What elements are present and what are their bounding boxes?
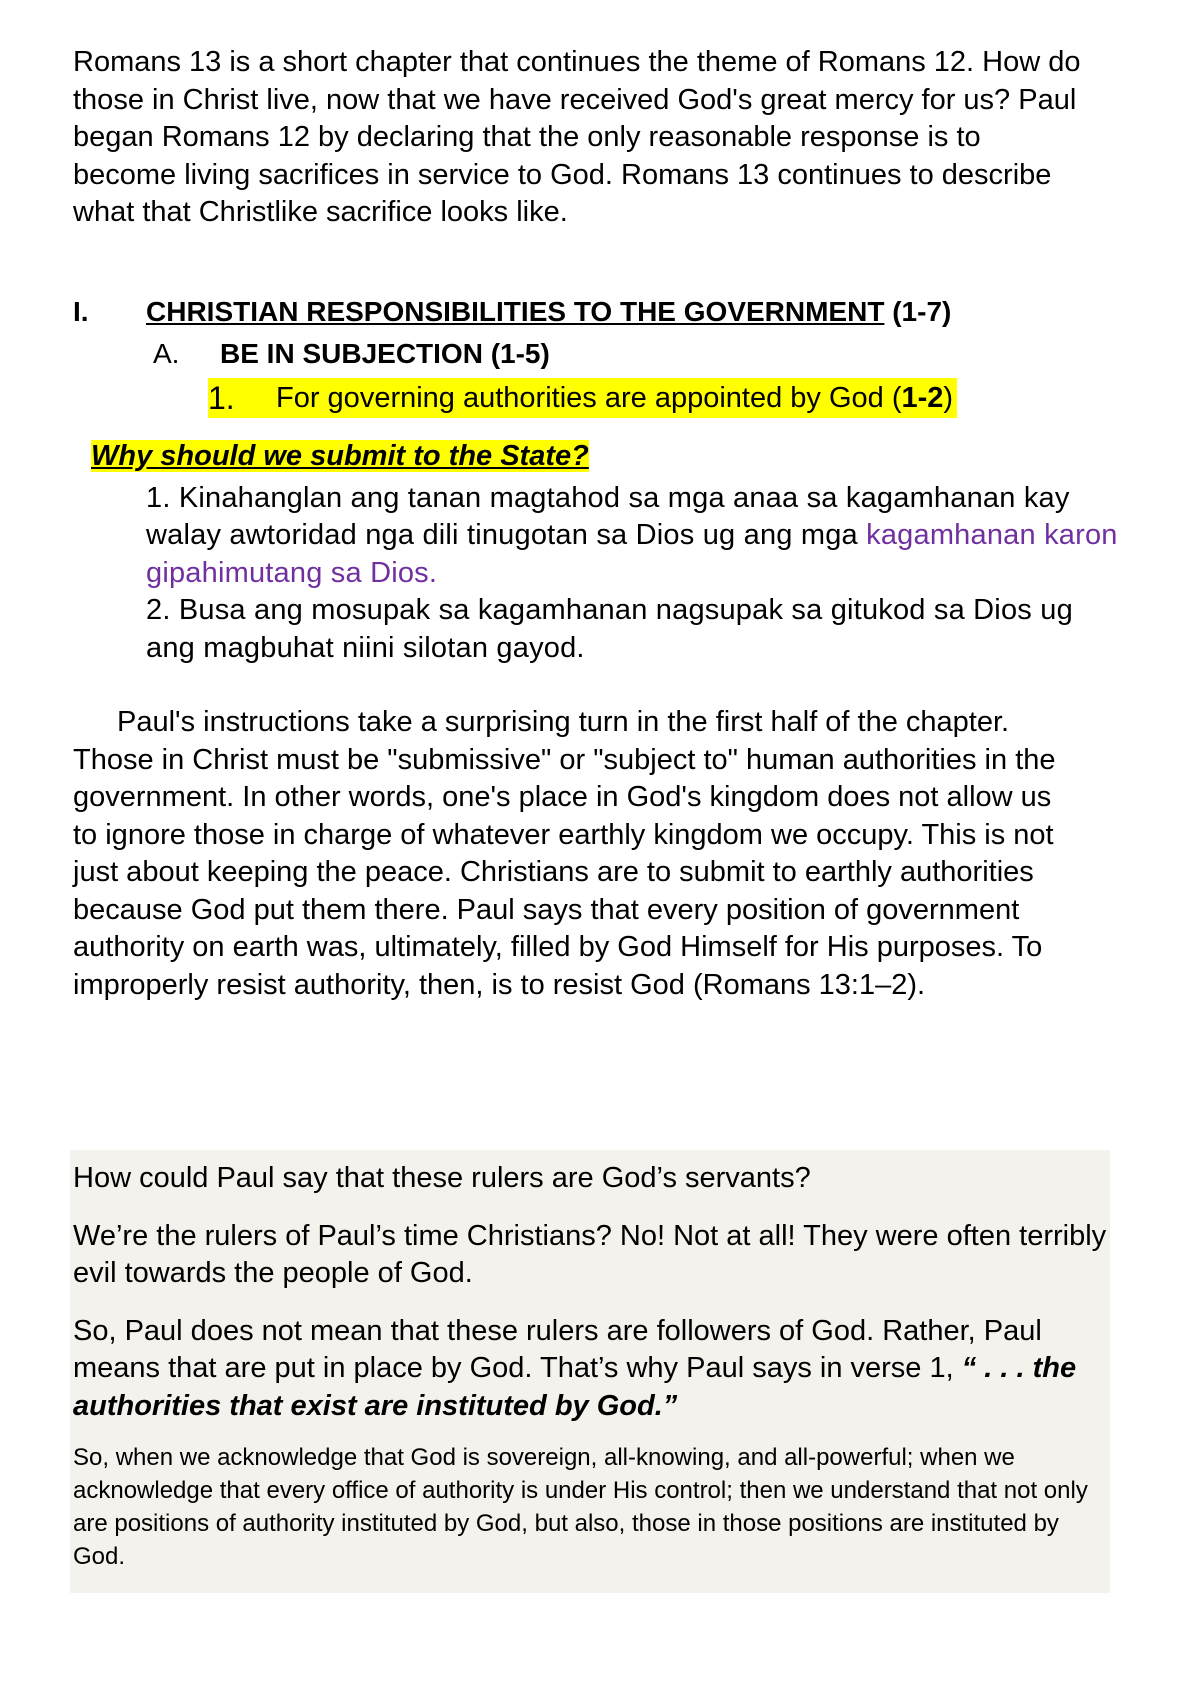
question-heading <box>91 436 1133 476</box>
outline-level-2-title: BE IN SUBJECTION (1-5) <box>220 337 550 369</box>
box-question-1: How could Paul say that these rulers are God’s servants? <box>73 1162 811 1194</box>
outline-level-1-heading <box>146 292 951 332</box>
box-paragraph-3-text: So, Paul does not mean that these rulers are followers of God. Rather, Paul means that are put in place by God. That’s why Paul says in verse 1, <box>73 1314 1042 1384</box>
outline-level-1 <box>73 292 1133 332</box>
outline-level-3-number: 1. <box>208 379 235 416</box>
outline-level-3-range: 1-2 <box>901 381 944 414</box>
intro-paragraph: Romans 13 is a short chapter that continues the theme of Romans 12. How do those in Christ live, now that we have received God's great mercy for us? Paul began Romans 12 by declaring that the only reasonable response is to become living sacrifices in service to God. Romans 13 continues to describe what that Christlike sacrifice looks like. <box>73 46 1081 228</box>
box-paragraph-2: We’re the rulers of Paul’s time Christians? No! Not at all! They were often terribly evil towards the people of God. <box>73 1219 1107 1289</box>
outline-level-3-text: For governing authorities are appointed by God ( <box>276 381 902 414</box>
outline-level-1-range: (1-7) <box>892 295 952 327</box>
document-page <box>73 44 1133 1004</box>
outline-level-3 <box>208 378 1133 420</box>
outline-level-3-text-wrap <box>276 378 953 418</box>
box-paragraph-4: So, when we acknowledge that God is sovereign, all-knowing, and all-powerful; when we acknowledge that every office of authority is under His control; then we understand that not only are positions of authority instituted by God, but also, those in those positions are instituted by God. <box>73 1444 1088 1570</box>
outline-level-1-title: CHRISTIAN RESPONSIBILITIES TO THE GOVERNMENT <box>146 295 885 327</box>
outline-level-3-close: ) <box>943 381 954 414</box>
outline-level-2-number: A. <box>153 337 180 369</box>
verse-1-purple-text: kagamhanan karon gipahimutang sa Dios. <box>146 519 1118 589</box>
outline-level-2 <box>153 334 1133 374</box>
outline-level-1-number: I. <box>73 295 89 327</box>
box-quote: “ . . . the authorities that exist are instituted by God.” <box>73 1352 1077 1422</box>
verses-block <box>146 480 1121 668</box>
verse-2: 2. Busa ang mosupak sa kagamhanan nagsupak sa gitukod sa Dios ug ang magbuhat niini silotan gayod. <box>146 594 1073 664</box>
shaded-commentary-box <box>70 1150 1110 1593</box>
highlighted-point <box>208 378 957 418</box>
verse-1 <box>146 480 1121 593</box>
box-paragraph-3 <box>73 1313 1110 1426</box>
outline <box>73 292 1133 420</box>
verse-1-text: 1. Kinahanglan ang tanan magtahod sa mga anaa sa kagamhanan kay walay awtoridad nga dili tinugotan sa Dios ug ang mga <box>146 481 1070 551</box>
question-text: Why should we submit to the State? <box>91 439 589 472</box>
explanation-text: Paul's instructions take a surprising turn in the first half of the chapter. Those in Christ must be "submissive" or "subject to" human authorities in the government. In other words, one's place in God's kingdom does not allow us to ignore those in charge of whatever earthly kingdom we occupy. This is not just about keeping the peace. Christians are to submit to earthly authorities because God put them there. Paul says that every position of government authority on earth was, ultimately, filled by God Himself for His purposes. To improperly resist authority, then, is to resist God (Romans 13:1–2). <box>73 706 1056 1001</box>
explanation-paragraph <box>73 704 1073 1004</box>
